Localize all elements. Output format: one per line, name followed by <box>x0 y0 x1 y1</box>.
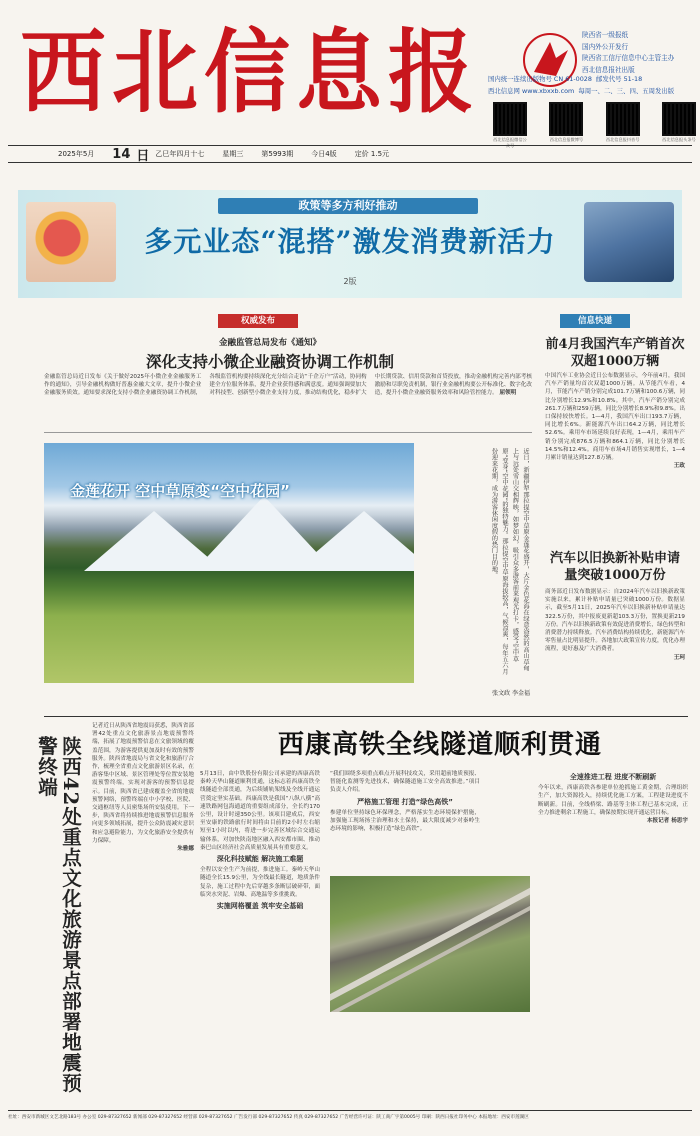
subsidy-news-author: 王珂 <box>673 654 685 661</box>
subsidy-news-text: 商务部近日发布数据显示：自2024年汽车以旧换新政策实施以来，累计补贴申请量已突破1000万份。数据显示，截至5月11日，2025年汽车以旧换新补贴申请量达322.5万份，其中报废更新超103.3万份，置换更新219万份。汽车以旧换新政策有效促进消费增长，绿色转型和消费潜力持续释放。汽车消费结构持续优化，新能源汽车零售量占比明显提升。各地加大政策宣传力度，优化办理流程，更好惠及广大消费者。 <box>545 589 685 653</box>
qr-code-icon <box>549 102 583 136</box>
qr-wechat[interactable] <box>492 102 528 146</box>
auto-news-text: 中国汽车工业协会近日公布数据显示，今年前4月，我国汽车产销量均首次双超1000万辆。从节能汽车看，4月，节能汽车产销分别完成101.7万辆和100.6万辆，同比分别增长12.9%和10.8%。其中，汽车产销分别完成261.7万辆和259万辆，同比分别增长8.9%和9.8%。出口保持较快增长。1—4月，我国汽车出口193.7万辆，同比增长6%。新能源汽车出口64.2万辆，同比增长52.6%。乘用车市场延续良好表现，1—4月，乘用车产销分别完成876.5万辆和864.1万辆，同比分别增长14.5%和12.4%。商用车市场4月销售实现增长，1—4月累计销量达到127.8万辆。 <box>545 373 685 462</box>
qr-label: 西北信息报头条号 <box>662 137 696 142</box>
auto-news-title[interactable]: 前4月我国汽车产销首次双超1000万辆 <box>545 337 685 369</box>
info-line-4: 西北信息报社出版 <box>582 65 635 74</box>
railway-text-5: 今年以来，西康高铁各参建单位抢抓施工黄金期，合理组织生产，加大资源投入，持续优化施工方案，工程建设进度不断刷新。目前，全线桥梁、路基等主体工程已基本完成，正全力推进剩余工程施工，确保按期实现开通运营目标。 <box>538 785 688 816</box>
railway-col-1 <box>200 770 320 1106</box>
mountain-shape <box>294 511 414 571</box>
cn-number: 国内统一连续出版物号 CN 61-0028 <box>488 75 592 83</box>
finance-title[interactable]: 深化支持小微企业融资协调工作机制 <box>145 352 394 371</box>
qr-label: 西北信息报抖音号 <box>605 137 640 142</box>
year-month: 2025年5月 <box>58 150 95 158</box>
website[interactable]: 西北信息网 www.xbxxb.com <box>488 87 575 95</box>
banner-kicker: 政策等多方利好推动 <box>218 198 478 214</box>
price: 定价 1.5元 <box>354 150 390 158</box>
divider <box>44 432 532 433</box>
culture-title[interactable]: 陕西42处重点文化旅游景点部署地震预警终端 <box>35 736 82 1094</box>
qr-label: 西北信息报微博号 <box>549 137 584 142</box>
culture-body <box>92 722 194 1100</box>
culture-text: 记者近日从陕西省地震局获悉，陕西省部署42处重点文化旅游景点地震预警终端，拓展了地震预警信息在文旅领域的覆盖范围，为游客提供更加及时有效的预警服务。陕西省地震局与省文化和旅游厅合作，梳理全省重点文化旅游景区名录，在游客集中区域、景区管理处等位置安装地震预警终端，实现对游客的预警信息提示。目前，陕西省已建成覆盖全省的地震预警网络，预警终端在中小学校、医院、交通枢纽等人员密集场所安装使用。下一步，陕西省将持续推进地震预警信息服务向更多领域拓展，提升公众防震减灾意识和应急避险能力，为文化旅游安全提供有力保障。 <box>92 723 194 844</box>
cn-number-line <box>488 74 698 83</box>
railway-col-2 <box>330 770 480 870</box>
qr-weibo[interactable] <box>548 102 584 146</box>
auto-news-author: 王政 <box>673 463 685 470</box>
website-line <box>488 86 698 95</box>
finance-body <box>44 373 532 425</box>
photo-credit: 张文政 李金福 <box>492 690 530 697</box>
day-label: 日 <box>136 148 150 164</box>
banner-right-image <box>584 202 674 282</box>
headline-banner[interactable] <box>18 190 682 298</box>
railway-col-3 <box>538 770 688 1104</box>
photo-caption: 近日，新疆伊犁那拉提空中草原金莲花盛开，大片金色花海在绿意盎然的高山草甸上与远处雪山交相辉映，如梦如幻，吸引众多游客前来观光打卡，感受“空中草原”变身“空中花园”的独特魅力。那拉提空中草原海拔较高，气候凉爽，每年五六月份迎来花期，成为游客休闲度假的热门目的地。 <box>490 448 529 675</box>
issue-number: 第5993期 <box>261 150 294 158</box>
subsidy-news-body <box>545 588 685 712</box>
footer-info: 社址：西安市新城区文艺北路183号 办公室 029-87327652 新闻部 029-87327652 经营部 029-87327652 广告发行部 029-87327652 传真 029-87327652 广告经营许可证：陕工商广字第0005号 印刷：陕西日报社印务中心 本报地址：西安市莲湖区 <box>8 1110 692 1130</box>
column-label-news: 信息快递 <box>560 314 630 328</box>
qr-toutiao[interactable] <box>661 102 697 146</box>
railway-subhead-1: 深化科技赋能 解决施工难题 <box>216 855 304 864</box>
railway-text-1: 5月13日，由中铁股份有限公司承建的西康高铁秦岭天华山隧道顺利贯通，这标志着西康高铁全线隧道全部贯通，为后续铺轨架线及全线开通运营奠定坚实基础。西康高铁是我国“八纵八横”高速铁路网包海通道的重要组成部分，全长约170公里，设计时速350公里。该项目建成后，西安至安康的铁路旅行时间将由目前的2小时左右缩短至1小时以内，将进一步完善区域综合交通运输体系，对加快陕南地区融入西安都市圈、推动秦巴山区经济社会高质量发展具有重要意义。 <box>200 771 320 851</box>
finance-subtitle: 金融监管总局发布《通知》 <box>218 338 321 348</box>
finance-text: 金融监管总局近日发布《关于做好2025年小微企业金融服务工作的通知》，引导金融机构做好普惠金融大文章，提升小微企业金融服务质效。通知要求深化支持小微企业融资协调工作机制，各级监管机构要持续深化充分结合走访“千企万户”活动，协同构建全方位服务体系，提升企业获得感和满意度。通知强调要加大对科技型、创新型小微企业支持力度，推动结构优化，稳步扩大中长期贷款、信用贷款和首贷投放，推动金融机构完善内部考核激励和尽职免责机制，银行业金融机构要公开标准化、数字化改造，提升小微企业融资服务效率和风险管控能力。 <box>44 374 532 397</box>
banner-left-image <box>26 202 116 282</box>
dateline-bar <box>8 145 692 163</box>
rail-track <box>330 876 530 1003</box>
info-line-1: 陕西省一级报纸 <box>582 31 629 39</box>
railway-text-3: 参建单位坚持绿色环保理念，严格落实生态环境保护措施，加强施工现场扬尘治理和水土保持，最大限度减少对秦岭生态环境的影响，积极打造“绿色高铁”。 <box>330 809 480 833</box>
culture-author: 朱雅娜 <box>177 846 194 853</box>
banner-page-ref: 2版 <box>343 277 357 286</box>
qr-code-icon <box>662 102 696 136</box>
qr-label: 西北信息报微信公众号 <box>493 137 527 148</box>
finance-author: 屈领明 <box>499 390 517 397</box>
section-divider <box>44 716 688 717</box>
railway-subhead-4: 全速推进工程 进度不断刷新 <box>569 773 657 781</box>
info-line-3: 陕西省工信厅信息中心主管主办 <box>582 54 675 62</box>
railway-subhead-3: 严格施工管理 打造“绿色高铁” <box>357 797 453 806</box>
banner-title: 多元业态“混搭”激发消费新活力 <box>144 225 556 258</box>
column-label-authority: 权威发布 <box>218 314 298 328</box>
page-count: 今日4版 <box>311 150 337 158</box>
info-line-2: 国内外公开发行 <box>582 42 629 51</box>
schedule: 每周一、二、三、四、五周发出版 <box>578 87 675 95</box>
qr-douyin[interactable] <box>605 102 641 146</box>
weekday: 星期三 <box>222 150 244 158</box>
railway-text-2: 全程以安全生产为前提，推进施工。秦岭天华山隧道全长15.9公里，为全线最长隧道，地质条件复杂，施工过程中先后穿越多条断层破碎带，面临突水突泥、岩爆、高地温等多重挑战。 <box>200 867 320 898</box>
grassland-photo[interactable] <box>44 443 414 683</box>
railway-subhead-2: 实施网格覆盖 筑牢安全基础 <box>216 902 304 911</box>
railway-text-4: “我们围绕多项重点难点开展科技攻关，采用超前地质预报、智能化监测等先进技术，确保隧道施工安全高效推进。”项目负责人介绍。 <box>330 771 480 794</box>
qr-code-icon <box>493 102 527 136</box>
lunar-date: 乙巳年四月十七 <box>155 150 205 158</box>
newspaper-logo: 西北信息报 <box>20 19 480 126</box>
issn-number: 邮发代号 51-18 <box>596 75 643 83</box>
subsidy-news-title[interactable]: 汽车以旧换新补贴申请量突破1000万份 <box>549 551 680 583</box>
railway-title[interactable]: 西康高铁全线隧道顺利贯通 <box>277 730 602 760</box>
auto-news-body <box>545 372 685 532</box>
rail-track <box>330 893 530 1012</box>
publisher-info <box>582 30 697 76</box>
railway-aerial-photo[interactable] <box>330 876 530 1012</box>
railway-author: 本报记者 杨思宇 <box>646 818 688 825</box>
qr-code-row <box>492 102 697 146</box>
qr-code-icon <box>606 102 640 136</box>
day-number: 14 <box>112 146 131 162</box>
photo-title: 金莲花开 空中草原变“空中花园” <box>70 482 290 500</box>
